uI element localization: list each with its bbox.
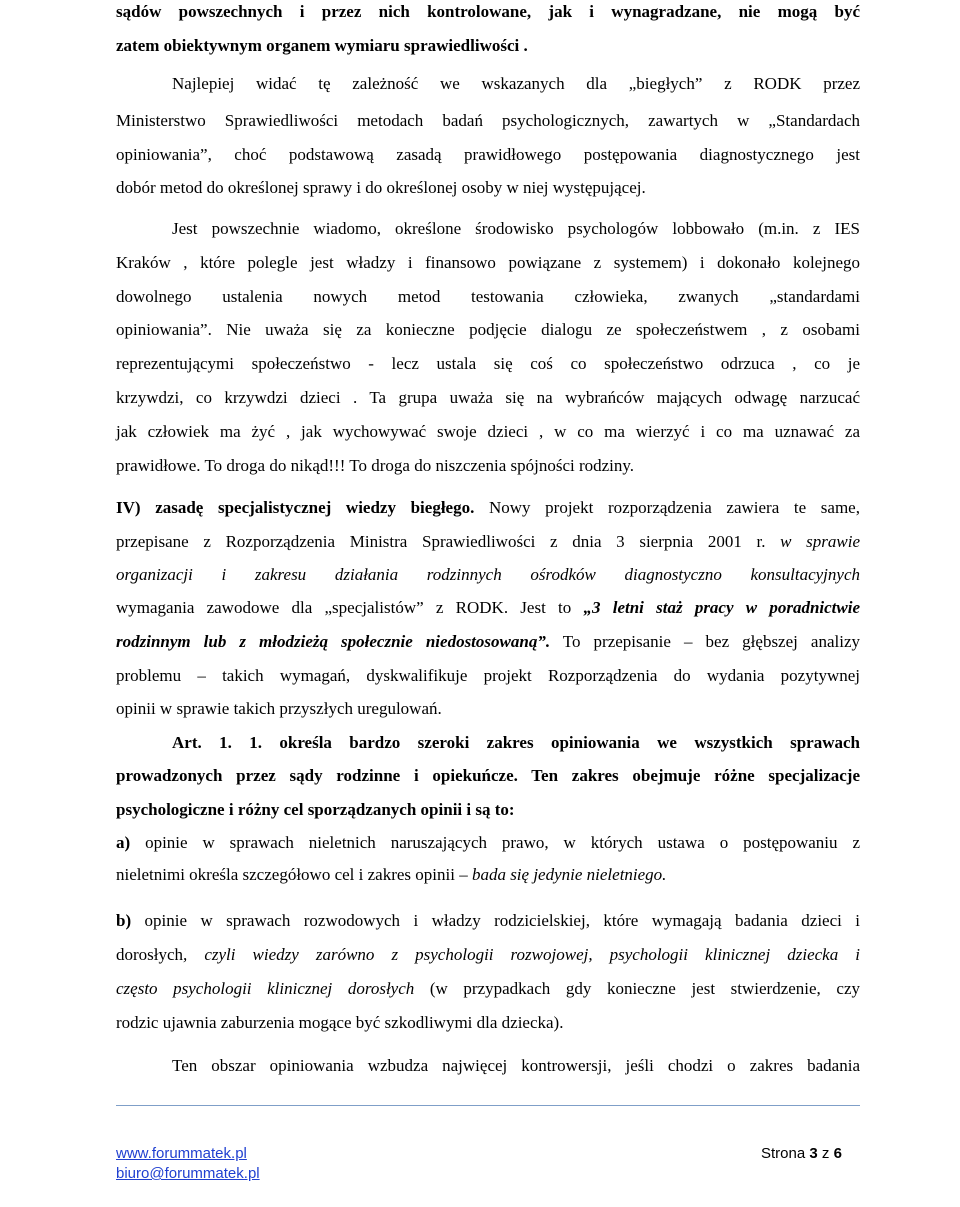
line-11 [116,354,860,374]
text-run: a) [116,833,131,852]
text-run: Jest powszechnie wiadomo, określone środowisko psychologów lobbowało (m.in. z IES [172,219,860,238]
text-run: często psychologii klinicznej dorosłych [116,979,415,998]
text-run: jak człowiek ma żyć , jak wychowywać swoje dzieci , w co ma wierzyć i co ma uznawać za [116,422,860,441]
line-24 [116,800,860,820]
footer-website-link[interactable] [116,1145,247,1163]
text-run: (w przypadkach gdy konieczne jest stwierdzenie, czy [414,979,860,998]
line-8 [116,253,860,273]
footer-divider [116,1105,860,1106]
line-17 [116,565,860,585]
line-3 [172,74,860,94]
line-6 [116,178,860,198]
footer-website-text[interactable]: www.forummatek.pl [116,1145,247,1162]
text-run: rodzic ujawnia zaburzenia mogące być szkodliwymi dla dziecka). [116,1013,564,1032]
line-23 [116,766,860,786]
line-28 [116,945,860,965]
line-9 [116,287,860,307]
line-21 [116,699,860,719]
text-run: Kraków , które polegle jest władzy i finansowo powiązane z systemem) i dokonało kolejnego [116,253,860,272]
page-number-current: 3 [809,1145,818,1162]
text-run: bada się jedynie nieletniego. [471,865,667,884]
text-run: opinii w sprawie takich przyszłych uregulowań. [116,699,442,718]
text-run: organizacji i zakresu działania rodzinnych ośrodków diagnostyczno konsultacyjnych [116,565,860,584]
text-run: opiniowania”. Nie uważa się za konieczne podjęcie dialogu ze społeczeństwem , z osobami [116,320,860,339]
page-number-separator: z [817,1145,834,1162]
text-run: Nowy projekt rozporządzenia zawiera te same, [474,498,860,517]
text-run: prowadzonych przez sądy rodzinne i opiekuńcze. Ten zakres obejmuje różne specjalizacje [116,766,860,785]
line-2 [116,36,860,56]
line-1 [116,2,860,22]
page-number-prefix: Strona [761,1145,810,1162]
line-26 [116,865,860,885]
text-run: dorosłych [116,945,184,964]
text-run: dobór metod do określonej sprawy i do określonej osoby w niej występującej. [116,178,646,197]
text-run: nieletnimi określa szczegółowo cel i zakres opinii – [116,865,472,884]
text-run: krzywdzi, co krzywdzi dzieci . Ta grupa uważa się na wybrańców mających odwagę narzucać [116,388,860,407]
line-10 [116,320,860,340]
line-22 [172,733,860,753]
line-29 [116,979,860,999]
page-number-total: 6 [833,1145,842,1162]
text-run: opinie w sprawach nieletnich naruszających prawo, w których ustawa o postępowaniu z [130,833,860,852]
text-run: wymagania zawodowe dla „specjalistów” z RODK. Jest to [116,598,584,617]
line-19 [116,632,860,652]
text-run: w sprawie [780,532,860,551]
text-run: psychologiczne i różny cel sporządzanych opinii i są to: [116,800,515,819]
text-run: opinie w sprawach rozwodowych i władzy rodzicielskiej, które wymagają badania dzieci i [131,911,860,930]
line-4 [116,111,860,131]
line-14 [116,456,860,476]
text-run: Ten obszar opiniowania wzbudza najwięcej kontrowersji, jeśli chodzi o zakres badania [172,1056,860,1075]
text-run: „3 letni staż pracy w poradnictwie [583,598,860,617]
text-run: opiniowania”, choć podstawową zasadą prawidłowego postępowania diagnostycznego jest [116,145,860,164]
line-15 [116,498,860,518]
text-run: Najlepiej widać tę zależność we wskazanych dla „biegłych” z RODK przez [172,74,860,93]
text-run: przepisane z Rozporządzenia Ministra Sprawiedliwości z dnia 3 sierpnia 2001 r. [116,532,781,551]
line-13 [116,422,860,442]
text-run: sądów powszechnych i przez nich kontrolowane, jak i wynagradzane, nie mogą być [116,2,860,21]
line-31 [172,1056,860,1076]
footer-email-text[interactable]: biuro@forummatek.pl [116,1165,260,1182]
text-run: b) [116,911,132,930]
text-run: To przepisanie – bez głębszej analizy [550,632,860,651]
line-12 [116,388,860,408]
text-run: problemu – takich wymagań, dyskwalifikuje projekt Rozporządzenia do wydania pozytywnej [116,666,860,685]
line-7 [172,219,860,239]
text-run: Ministerstwo Sprawiedliwości metodach badań psychologicznych, zawartych w „Standardach [116,111,860,130]
page-number [761,1145,842,1163]
line-30 [116,1013,860,1033]
line-18 [116,598,860,618]
text-run: rodzinnym lub z młodzieżą społecznie niedostosowaną”. [116,632,551,651]
text-run: dowolnego ustalenia nowych metod testowania człowieka, zwanych „standardami [116,287,860,306]
footer-email-link[interactable] [116,1165,260,1183]
text-run: Art. 1. 1. określa bardzo szeroki zakres opiniowania we wszystkich sprawach [172,733,860,752]
text-run: prawidłowe. To droga do nikąd!!! To droga do niszczenia spójności rodziny. [116,456,635,475]
line-5 [116,145,860,165]
text-run: reprezentującymi społeczeństwo - lecz ustala się coś co społeczeństwo odrzuca , co je [116,354,860,373]
text-run: IV) zasadę specjalistycznej wiedzy biegłego. [116,498,475,517]
text-run: , czyli wiedzy zarówno z psychologii rozwojowej, psychologii klinicznej dziecka i [183,945,860,964]
line-25 [116,833,860,853]
text-run: zatem obiektywnym organem wymiaru sprawiedliwości . [116,36,528,55]
line-27 [116,911,860,931]
line-16 [116,532,860,552]
line-20 [116,666,860,686]
